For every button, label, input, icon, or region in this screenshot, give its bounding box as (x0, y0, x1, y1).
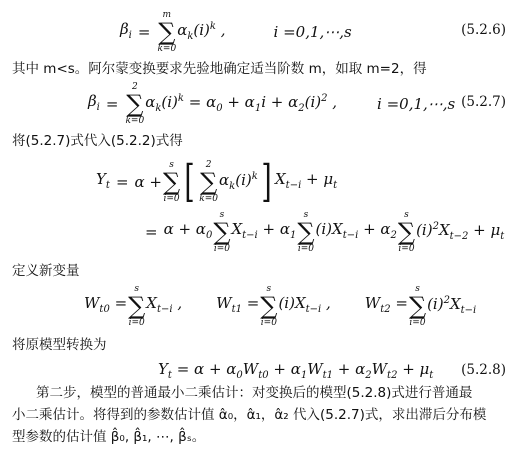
sum-operator: 2 ∑ k=0 (125, 82, 145, 126)
beta-symbol: $\beta_i$ (120, 19, 132, 41)
equation-number-5-2-8: (5.2.8) (461, 362, 506, 378)
equation-substitution-2: = $\alpha + \alpha_0$ s ∑ i=0 $X_{t-i} + \alpha_1$ s ∑ i=0 $(i)X_{t-i} + \alpha_2$ s ∑ i=0 $(i)^2X_{t-2} + \mu_t$ (145, 210, 505, 254)
paragraph-4: 将原模型转换为 (12, 337, 107, 353)
definition-w2: $W_{t2}$ = (364, 293, 408, 315)
equation-condition: i =0,1,⋯,s (273, 23, 352, 41)
paragraph-2: 将(5.2.7)式代入(5.2.2)式得 (12, 133, 183, 149)
sum-operator: m ∑ k=0 (157, 10, 177, 54)
definition-w0: $W_{t0}$ = (84, 293, 128, 315)
paragraph-1: 其中 m<s。阿尔蒙变换要求先验地确定适当阶数 m，如取 m=2，得 (12, 61, 427, 77)
paragraph-3: 定义新变量 (12, 263, 80, 279)
paragraph-5-line-2: 小二乘估计。将得到的参数估计值 α̂₀，α̂₁，α̂₂ 代入(5.2.7)式，求出滞后分布模 (12, 407, 487, 423)
equation-number-5-2-6: (5.2.6) (461, 22, 506, 38)
equation-definitions: $W_{t0}$ = s ∑ i=0 $X_{t-i}$ , $W_{t1}$ = s ∑ i=0 $(i)X_{t-i}$ , $W_{t2}$ = s ∑ i=0 $(i)^2X_{t-i}$ (84, 284, 477, 328)
equation-5-2-7: $\beta_i$ = 2 ∑ k=0 $\alpha_k(i)^k = \alpha_0 + \alpha_1i + \alpha_2(i)^2$ , i =0,1,⋯,s (88, 82, 456, 126)
equation-substitution-1: $Y_t$ = α + s ∑ i=0 [ 2 ∑ k=0 $\alpha_k(i)^k$ ] $X_{t-i} + \mu_t$ (96, 156, 338, 207)
equation-number-5-2-7: (5.2.7) (461, 94, 506, 110)
definition-w1: $W_{t1}$ = (216, 293, 260, 315)
equation-5-2-8: $Y_t = \alpha + \alpha_0W_{t0} + \alpha_1W_{t1} + \alpha_2W_{t2} + \mu_t$ (158, 360, 434, 381)
equation-5-2-6: $\beta_i$ = m ∑ k=0 $\alpha_k(i)^k$ , i =0,1,⋯,s (120, 10, 352, 54)
paragraph-5-line-1: 第二步，模型的普通最小二乘估计：对变换后的模型(5.2.8)式进行普通最 (36, 385, 473, 401)
paragraph-5-line-3: 型参数的估计值 β̂₀, β̂₁, ⋯, β̂ₛ。 (12, 429, 206, 445)
